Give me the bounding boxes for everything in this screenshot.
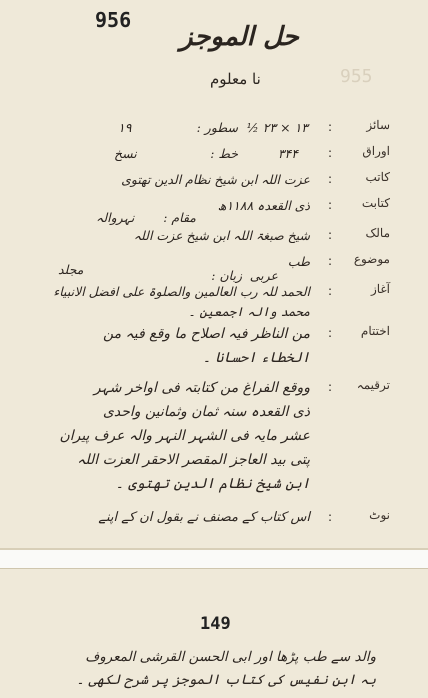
- value-owner: شیخ صبغۃ اللہ ابن شیخ عزت اللہ: [133, 228, 310, 243]
- label-place: مقام :: [163, 210, 196, 225]
- beginning-line-1: الحمد للہ رب العالمین والصلوۃ علی افضل الانبیاء: [53, 284, 310, 299]
- label-subject: موضوع: [353, 252, 390, 266]
- colophon-line-3: عشر مایہ فی الشہر النہر والہ عرف پیران: [59, 428, 310, 444]
- colon: :: [328, 254, 333, 268]
- ending-line-2: الخطاء احسانا ۔: [202, 350, 310, 366]
- value-script: نسخ: [114, 146, 137, 161]
- label-script: خط :: [210, 146, 238, 161]
- page-number: 149: [200, 614, 231, 634]
- label-language: زبان :: [211, 268, 242, 283]
- label-owner: مالک: [365, 226, 390, 240]
- page-number: 956: [95, 8, 132, 32]
- value-scribe: عزت اللہ ابن شیخ نظام الدین تھتوی: [121, 172, 310, 187]
- colon: :: [328, 284, 333, 298]
- value-copy-date: ذی القعدہ ۱۱۸۸ھ: [217, 198, 310, 213]
- note-line-1: اس کتاب کے مصنف نے بقول ان کے اپنے: [98, 510, 310, 525]
- value-subject: طب: [287, 254, 310, 269]
- bleed-through-text: 955: [340, 66, 373, 87]
- colophon-line-2: ذی القعدہ سنہ ثمان وثمانین واحدی: [102, 404, 310, 420]
- colophon-line-4: پتی بید العاجز المقصر الاحقر العزت اللہ: [77, 452, 310, 468]
- colophon-line-5: ابن شیخ نظام الدین تھتوی ۔: [115, 476, 310, 492]
- value-place: نہروالہ: [96, 210, 135, 225]
- value-folios: ۳۴۴: [277, 146, 298, 161]
- label-note: نوٹ: [369, 508, 390, 522]
- label-folios: اوراق: [362, 144, 390, 158]
- label-lines: سطور :: [196, 120, 238, 135]
- book-title: حل الموجز: [180, 22, 299, 52]
- author-name: نا معلوم: [210, 70, 261, 88]
- label-beginning: آغاز: [370, 282, 390, 296]
- label-colophon: ترقیمہ: [356, 378, 390, 392]
- page2-line-1: والد سے طب پڑھا اور ابی الحسن القرشی المعروف: [85, 649, 376, 665]
- label-copy-date: کتابت: [361, 196, 390, 210]
- page2-line-2: بہ ابن نفیس کی کتاب الموجز پر شرح لکھی ۔: [76, 672, 376, 688]
- value-binding: مجلد: [58, 262, 84, 277]
- label-ending: اختتام: [360, 324, 390, 338]
- colon: :: [328, 228, 333, 242]
- value-size: ۱۳ × ۲۳ ½: [246, 120, 308, 135]
- value-lines: ۱۹: [118, 120, 132, 135]
- ending-line-1: من الناظر فیہ اصلاح ما وقع فیہ من: [102, 326, 310, 342]
- colon: :: [328, 172, 333, 186]
- colophon-line-1: ووقع الفراغ من کتابتہ فی اواخر شہر: [93, 380, 310, 396]
- colon: :: [328, 380, 333, 394]
- colon: :: [328, 146, 333, 160]
- colon: :: [328, 120, 333, 134]
- manuscript-page-149: [0, 568, 428, 698]
- page-gap: [0, 550, 428, 568]
- colon: :: [328, 198, 333, 212]
- label-size: سائز: [366, 118, 390, 132]
- value-language: عربی: [249, 268, 278, 283]
- colon: :: [328, 326, 333, 340]
- beginning-line-2: محمد والہ اجمعین ۔: [188, 304, 310, 319]
- colon: :: [328, 510, 333, 524]
- label-scribe: کاتب: [365, 170, 390, 184]
